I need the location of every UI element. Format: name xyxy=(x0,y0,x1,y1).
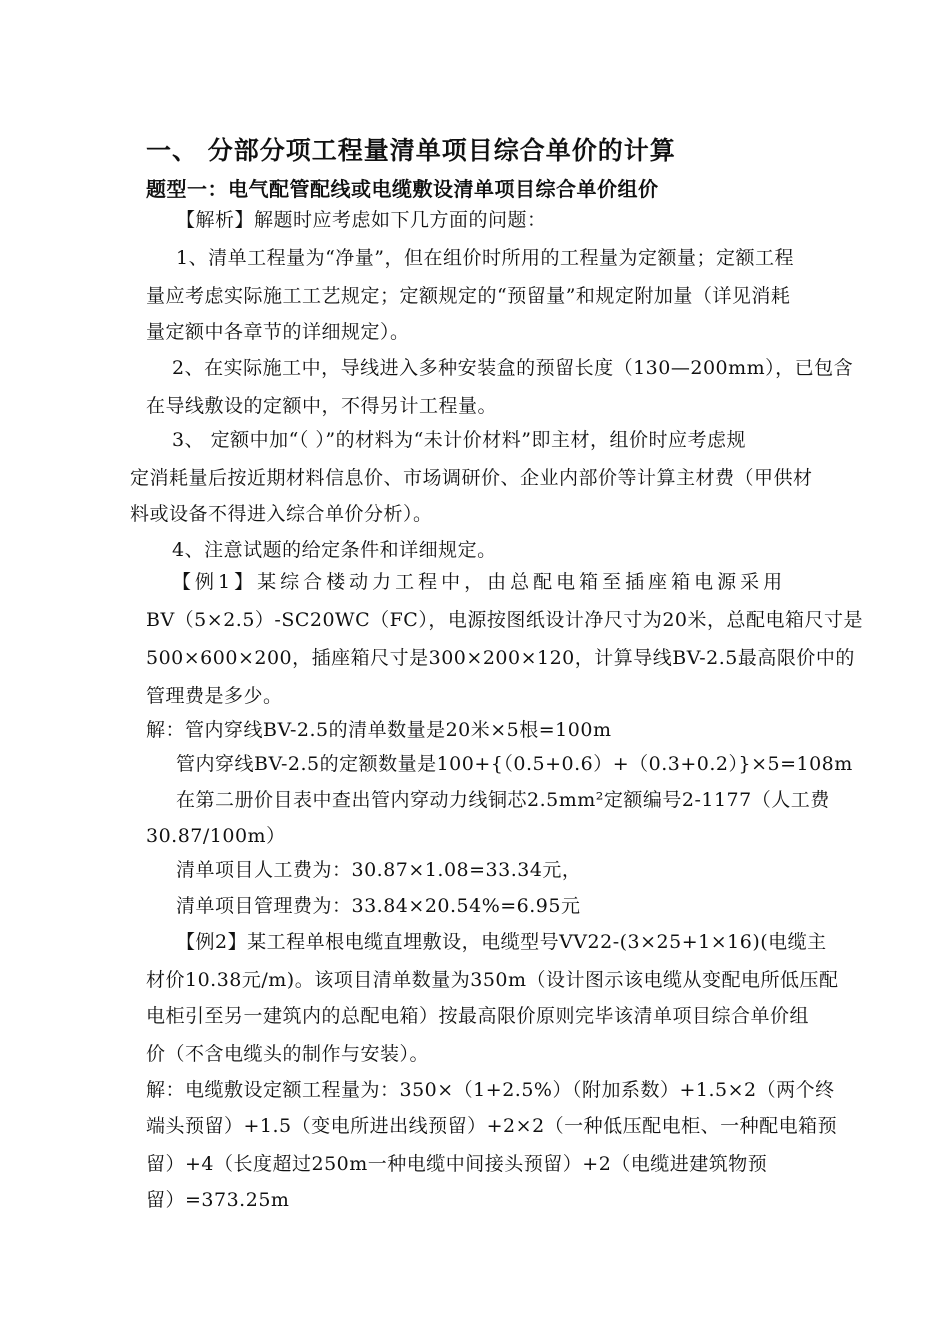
example-1-line: 500×600×200，插座箱尺寸是300×200×120，计算导线BV-2.5最高限价中的 xyxy=(146,647,855,669)
solution-line: 在第二册价目表中查出管内穿动力线铜芯2.5mm²定额编号2-1177（人工费 xyxy=(176,789,830,811)
paragraph-line: 量定额中各章节的详细规定）。 xyxy=(146,321,410,343)
solution-line: 解：管内穿线BV-2.5的清单数量是20米×5根=100m xyxy=(146,719,612,741)
paragraph-line: 1、清单工程量为“净量”，但在组价时所用的工程量为定额量；定额工程 xyxy=(176,247,795,269)
solution-line: 留）+4（长度超过250m一种电缆中间接头预留）+2（电缆进建筑物预 xyxy=(146,1153,768,1175)
paragraph-line: 2、在实际施工中，导线进入多种安装盒的预留长度（130—200mm），已包含 xyxy=(172,357,854,379)
example-2-line: 材价10.38元/m)。该项目清单数量为350m（设计图示该电缆从变配电所低压配 xyxy=(146,969,839,991)
example-1-line: BV（5×2.5）-SC20WC（FC），电源按图纸设计净尺寸为20米，总配电箱尺寸是 xyxy=(146,609,864,631)
solution-line: 留）=373.25m xyxy=(146,1189,290,1211)
analysis-intro: 【解析】解题时应考虑如下几方面的问题： xyxy=(176,209,547,231)
example-2-line: 电柜引至另一建筑内的总配电箱）按最高限价原则完毕该清单项目综合单价组 xyxy=(146,1005,810,1027)
paragraph-line: 量应考虑实际施工工艺规定；定额规定的“预留量”和规定附加量（详见消耗 xyxy=(146,285,791,307)
paragraph-line: 料或设备不得进入综合单价分析）。 xyxy=(130,503,433,525)
solution-line: 管内穿线BV-2.5的定额数量是100+{（0.5+0.6）+（0.3+0.2）}×5=108m xyxy=(176,753,853,775)
example-1-line: 管理费是多少。 xyxy=(146,685,283,707)
solution-line: 解：电缆敷设定额工程量为：350×（1+2.5%）（附加系数）+1.5×2（两个终 xyxy=(146,1079,835,1101)
solution-line: 端头预留）+1.5（变电所进出线预留）+2×2（一种低压配电柜、一种配电箱预 xyxy=(146,1115,838,1137)
paragraph-line: 定消耗量后按近期材料信息价、市场调研价、企业内部价等计算主材费（甲供材 xyxy=(130,467,813,489)
example-1-line: 【例1】某综合楼动力工程中，由总配电箱至插座箱电源采用 xyxy=(172,571,787,593)
example-2-line: 【例2】某工程单根电缆直埋敷设，电缆型号VV22-(3×25+1×16)(电缆主 xyxy=(176,931,827,953)
solution-line: 清单项目人工费为：30.87×1.08=33.34元， xyxy=(176,859,582,881)
paragraph-line: 4、注意试题的给定条件和详细规定。 xyxy=(172,539,497,561)
solution-line: 清单项目管理费为：33.84×20.54%=6.95元 xyxy=(176,895,581,917)
subsection-heading: 题型一：电气配管配线或电缆敷设清单项目综合单价组价 xyxy=(146,177,659,201)
section-heading: 一、 分部分项工程量清单项目综合单价的计算 xyxy=(146,136,676,165)
paragraph-line: 在导线敷设的定额中，不得另计工程量。 xyxy=(146,395,498,417)
solution-line: 30.87/100m） xyxy=(146,825,286,847)
paragraph-line: 3、 定额中加“（ ）”的材料为“未计价材料”即主材，组价时应考虑规 xyxy=(172,429,747,451)
example-2-line: 价（不含电缆头的制作与安装）。 xyxy=(146,1043,430,1065)
